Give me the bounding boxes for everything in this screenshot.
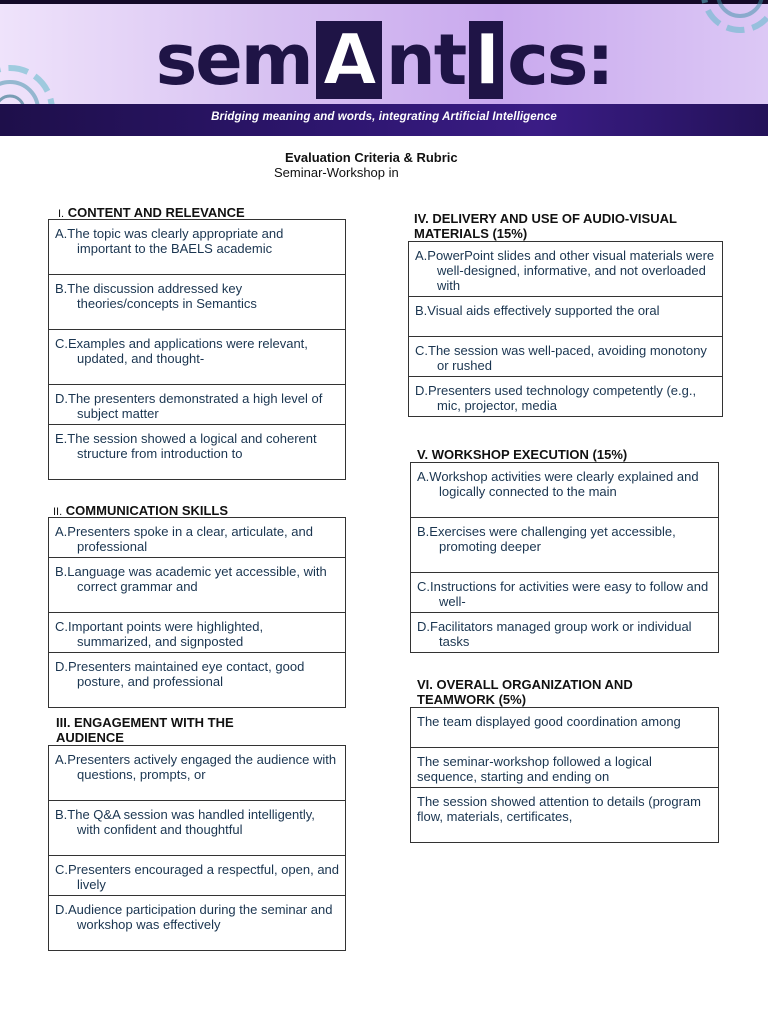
table-row <box>411 613 719 653</box>
logo-part: cs: <box>507 19 613 101</box>
banner-top-line <box>0 0 768 4</box>
section-heading-workshop-execution: V. WORKSHOP EXECUTION (15%) <box>417 447 628 462</box>
criterion-text: C.Instructions for activities were easy to follow and well- <box>417 579 709 609</box>
logo-part-boxed: A <box>316 21 382 99</box>
criterion-text: B.The Q&A session was handled intelligently, with confident and thoughtful <box>55 807 315 837</box>
table-row <box>409 242 723 297</box>
criterion-text: B.Visual aids effectively supported the oral <box>415 303 660 318</box>
criterion-text: C.The session was well-paced, avoiding monotony or rushed <box>415 343 707 373</box>
table-row <box>409 377 723 417</box>
organization-teamwork-table <box>410 707 719 843</box>
criterion-text: D.Presenters maintained eye contact, good posture, and professional <box>55 659 305 689</box>
section-numeral: I. <box>58 208 65 220</box>
logo-part: sem <box>155 19 312 101</box>
criterion-text: D.Presenters used technology competently (e.g., mic, projector, media <box>415 383 697 413</box>
table-row <box>49 330 346 385</box>
criterion-text: A.Presenters actively engaged the audience with questions, prompts, or <box>55 752 337 782</box>
delivery-table <box>408 241 723 417</box>
criterion-text: B.Exercises were challenging yet accessible, promoting deeper <box>417 524 676 554</box>
section-title: COMMUNICATION SKILLS <box>65 503 229 518</box>
criterion-text: The seminar-workshop followed a logical sequence, starting and ending on <box>417 754 652 784</box>
table-row <box>411 708 719 748</box>
criterion-text: D.Audience participation during the seminar and workshop was effectively <box>55 902 333 932</box>
workshop-execution-table <box>410 462 719 653</box>
criterion-text: E.The session showed a logical and coherent structure from introduction to <box>55 431 317 461</box>
criterion-text: A.Workshop activities were clearly explained and logically connected to the main <box>417 469 699 499</box>
section-heading-delivery: IV. DELIVERY AND USE OF AUDIO-VISUAL MATERIALS (15%) <box>414 211 677 241</box>
logo-part: nt <box>385 19 466 101</box>
criterion-text: A.PowerPoint slides and other visual materials were well-designed, informative, and not overloaded with <box>415 248 715 293</box>
table-row <box>49 275 346 330</box>
table-row <box>49 558 346 613</box>
engagement-table <box>48 745 346 951</box>
table-row <box>411 788 719 843</box>
criterion-text: The session showed attention to details (program flow, materials, certificates, <box>417 794 701 824</box>
table-row <box>49 801 346 856</box>
table-row <box>49 613 346 653</box>
semantics-logo <box>0 20 768 100</box>
criterion-text: D.Facilitators managed group work or individual tasks <box>417 619 692 649</box>
criterion-text: The team displayed good coordination among <box>417 714 681 729</box>
table-row <box>411 518 719 573</box>
table-row <box>49 220 346 275</box>
table-row <box>411 463 719 518</box>
criterion-text: B.The discussion addressed key theories/concepts in Semantics <box>55 281 257 311</box>
criterion-text: C.Important points were highlighted, summarized, and signposted <box>55 619 264 649</box>
table-row <box>49 746 346 801</box>
criterion-text: A.The topic was clearly appropriate and important to the BAELS academic <box>55 226 284 256</box>
communication-skills-table <box>48 517 346 708</box>
table-row <box>49 896 346 951</box>
table-row <box>411 573 719 613</box>
table-row <box>49 856 346 896</box>
section-numeral: II. <box>53 506 63 518</box>
criterion-text: A.Presenters spoke in a clear, articulate, and professional <box>55 524 313 554</box>
table-row <box>49 385 346 425</box>
criterion-text: D.The presenters demonstrated a high level of subject matter <box>55 391 323 421</box>
section-heading-organization-teamwork: VI. OVERALL ORGANIZATION AND TEAMWORK (5%) <box>417 677 633 707</box>
section-title: CONTENT AND RELEVANCE <box>67 205 245 220</box>
criterion-text: B.Language was academic yet accessible, with correct grammar and <box>55 564 327 594</box>
banner <box>0 0 768 136</box>
table-row <box>49 425 346 480</box>
table-row <box>411 748 719 788</box>
section-heading-engagement: III. ENGAGEMENT WITH THE AUDIENCE <box>56 715 234 745</box>
document-subtitle: Seminar-Workshop in <box>274 165 399 180</box>
criterion-text: C.Examples and applications were relevant, updated, and thought- <box>55 336 308 366</box>
table-row <box>49 653 346 708</box>
table-row <box>49 518 346 558</box>
document-title: Evaluation Criteria & Rubric <box>285 150 458 165</box>
table-row <box>409 297 723 337</box>
tagline: Bridging meaning and words, integrating Artificial Intelligence <box>211 111 557 123</box>
logo-part-boxed: I <box>469 21 503 99</box>
table-row <box>409 337 723 377</box>
content-relevance-table <box>48 219 346 480</box>
criterion-text: C.Presenters encouraged a respectful, open, and lively <box>55 862 340 892</box>
